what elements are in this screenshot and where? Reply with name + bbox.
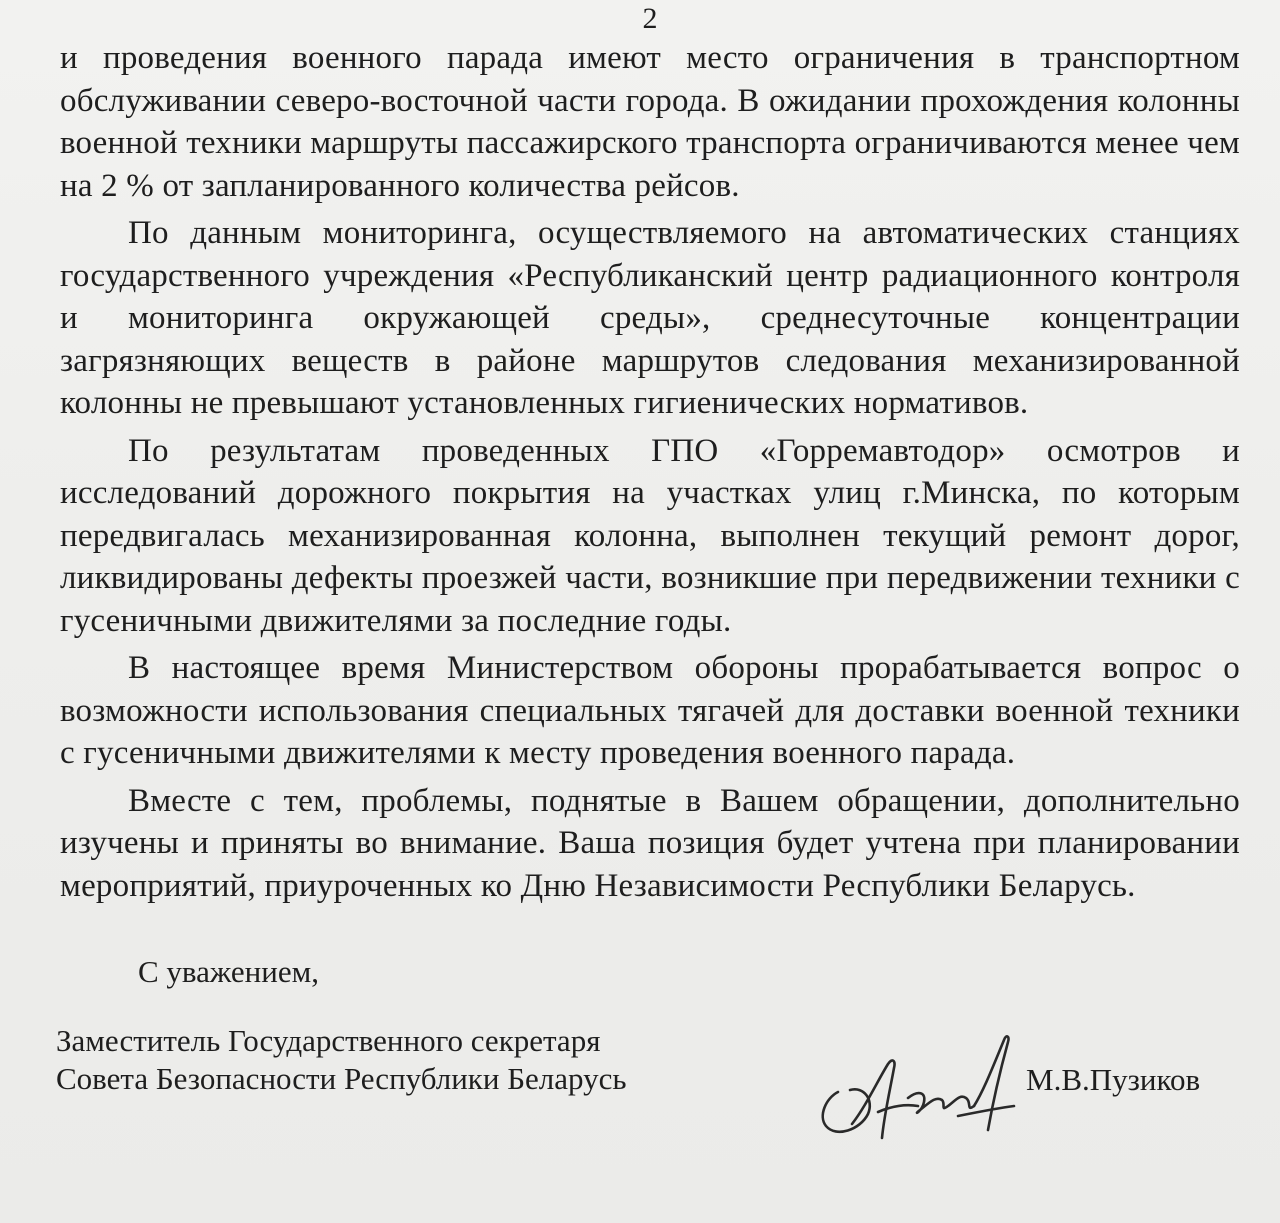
paragraph-air-monitoring: По данным мониторинга, осуществляемого на автоматических станциях государственного учреждения «Республиканский центр радиационного контроля и мониторинга окружающей среды», среднесуточные концентрации загрязняющих веществ в районе маршрутов следования механизированной колонны не превышают установленных гигиенических нормативов.: [60, 215, 1240, 421]
paragraph-road-repair: По результатам проведенных ГПО «Горремавтодор» осмотров и исследований дорожного покрытия на участках улиц г.Минска, по которым передвигалась механизированная колонна, выполнен текущий ремонт дорог, ликвидированы дефекты проезжей части, возникшие при передвижении техники с гусеничными движителями за последние годы.: [60, 432, 1240, 639]
signer-position-line-1: Заместитель Государственного секретаря: [56, 1023, 601, 1058]
page-number: 2: [642, 2, 658, 35]
signer-position: [56, 1022, 756, 1098]
handwritten-signature: [808, 1020, 1028, 1150]
closing-salutation: С уважением,: [138, 954, 319, 989]
paragraph-continuation: и проведения военного парада имеют место ограничения в транспортном обслуживании северо-восточной части города. В ожидании прохождения колонны военной техники маршруты пассажирского транспорта ограничиваются менее чем на 2 % от запланированного количества рейсов.: [60, 40, 1240, 204]
signer-position-line-2: Совета Безопасности Республики Беларусь: [56, 1061, 627, 1096]
letter-body: [60, 37, 1240, 907]
paragraph-ministry-of-defence: В настоящее время Министерством обороны прорабатывается вопрос о возможности использования специальных тягачей для доставки военной техники с гусеничными движителями к месту проведения военного парада.: [60, 650, 1240, 771]
signer-name: М.В.Пузиков: [1026, 1062, 1201, 1097]
paragraph-conclusion: Вместе с тем, проблемы, поднятые в Вашем обращении, дополнительно изучены и приняты во внимание. Ваша позиция будет учтена при планировании мероприятий, приуроченных ко Дню Независимости Республики Беларусь.: [60, 782, 1240, 904]
